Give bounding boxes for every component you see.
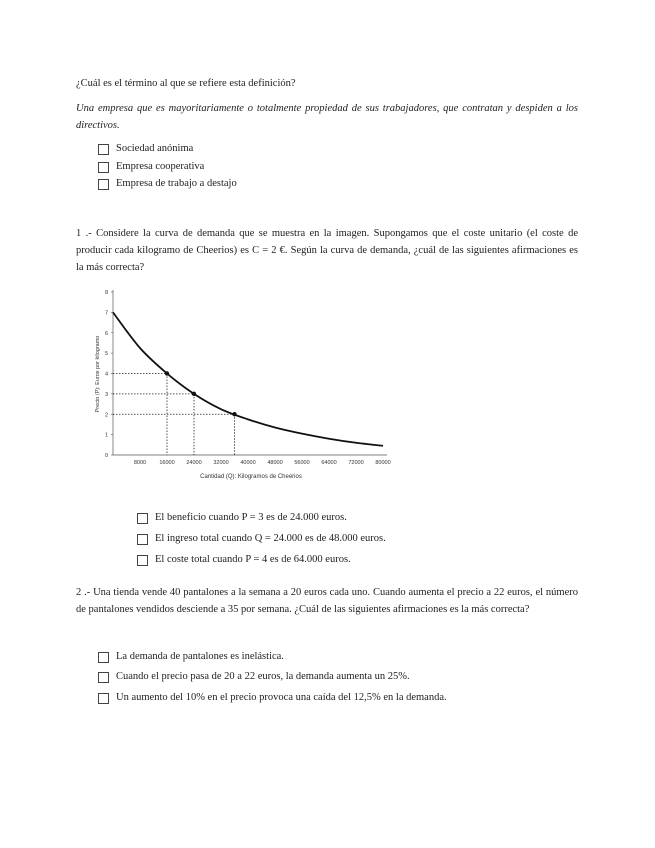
x-tick-label: 24000 — [186, 460, 202, 466]
x-tick-label: 32000 — [213, 460, 229, 466]
y-tick-label: 1 — [104, 432, 108, 439]
y-tick-label: 4 — [104, 371, 108, 378]
y-tick-label: 0 — [104, 453, 108, 459]
checkbox[interactable] — [98, 179, 109, 190]
q2-option-1[interactable] — [98, 650, 284, 664]
q1-option-1-label: El beneficio cuando P = 3 es de 24.000 euros. — [155, 512, 347, 523]
chart-xlabel: Cantidad (Q): Kilogramos de Cheerios — [200, 474, 302, 480]
checkbox[interactable] — [98, 693, 109, 704]
y-tick-label: 6 — [104, 330, 108, 337]
q2-option-3[interactable] — [98, 691, 447, 705]
q0-definition: Una empresa que es mayoritariamente o totalmente propiedad de sus trabajadores, que contratan y despiden a los directivos. — [76, 103, 578, 131]
x-tick-label: 40000 — [240, 460, 256, 466]
q0-option-3-label: Empresa de trabajo a destajo — [116, 178, 237, 189]
q1-option-3-label: El coste total cuando P = 4 es de 64.000 euros. — [155, 554, 351, 565]
q1-option-1[interactable] — [137, 511, 347, 525]
q0-option-1[interactable] — [98, 142, 193, 156]
checkbox[interactable] — [98, 652, 109, 663]
q1-option-2[interactable] — [137, 532, 386, 546]
q0-question: ¿Cuál es el término al que se refiere esta definición? — [76, 78, 296, 89]
checkbox[interactable] — [137, 513, 148, 524]
x-tick-label: 64000 — [321, 460, 337, 466]
q0-option-2-label: Empresa cooperativa — [116, 161, 205, 172]
q2-option-1-label: La demanda de pantalones es inelástica. — [116, 651, 284, 662]
demand-curve-chart — [93, 282, 403, 482]
q2-option-2-label: Cuando el precio pasa de 20 a 22 euros, la demanda aumenta un 25%. — [116, 671, 410, 682]
demand-curve-line — [113, 312, 383, 445]
checkbox[interactable] — [137, 555, 148, 566]
y-tick-label: 2 — [104, 412, 108, 419]
q1-option-2-label: El ingreso total cuando Q = 24.000 es de 48.000 euros. — [155, 533, 386, 544]
q2-option-3-label: Un aumento del 10% en el precio provoca una caída del 12,5% en la demanda. — [116, 692, 447, 703]
y-tick-label: 7 — [104, 310, 108, 317]
y-tick-label: 5 — [104, 351, 108, 358]
x-tick-label: 80000 — [375, 460, 391, 466]
checkbox[interactable] — [98, 144, 109, 155]
q2-question: 2 .- Una tienda vende 40 pantalones a la semana a 20 euros cada uno. Cuando aumenta el precio a 22 euros, el número de pantalones vendidos desciende a 35 por semana. ¿Cuál de las siguientes afirmaciones es la más correcta? — [76, 587, 578, 615]
q0-option-1-label: Sociedad anónima — [116, 143, 194, 154]
curve-point — [165, 371, 169, 375]
chart-ylabel: Precio (P): Euros por kilogramo — [95, 335, 101, 413]
x-tick-label: 72000 — [348, 460, 364, 466]
x-tick-label: 8000 — [133, 460, 147, 466]
q1-question: 1 .- Considere la curva de demanda que se muestra en la imagen. Supongamos que el coste unitario (el coste de producir cada kilogramo de Cheerios) es C = 2 €. Según la curva de demanda, ¿cuál de las siguientes afirmaciones es la más correcta? — [76, 228, 578, 273]
q0-option-3[interactable] — [98, 177, 237, 191]
x-tick-label: 16000 — [159, 460, 175, 466]
checkbox[interactable] — [137, 534, 148, 545]
checkbox[interactable] — [98, 672, 109, 683]
curve-point — [192, 392, 196, 396]
y-tick-label: 3 — [104, 391, 108, 398]
q2-option-2[interactable] — [98, 670, 410, 684]
q0-option-2[interactable] — [98, 160, 204, 174]
q1-option-3[interactable] — [137, 553, 351, 567]
curve-point — [232, 412, 236, 416]
y-tick-label: 8 — [104, 290, 108, 296]
checkbox[interactable] — [98, 162, 109, 173]
x-tick-label: 56000 — [294, 460, 310, 466]
x-tick-label: 48000 — [267, 460, 283, 466]
